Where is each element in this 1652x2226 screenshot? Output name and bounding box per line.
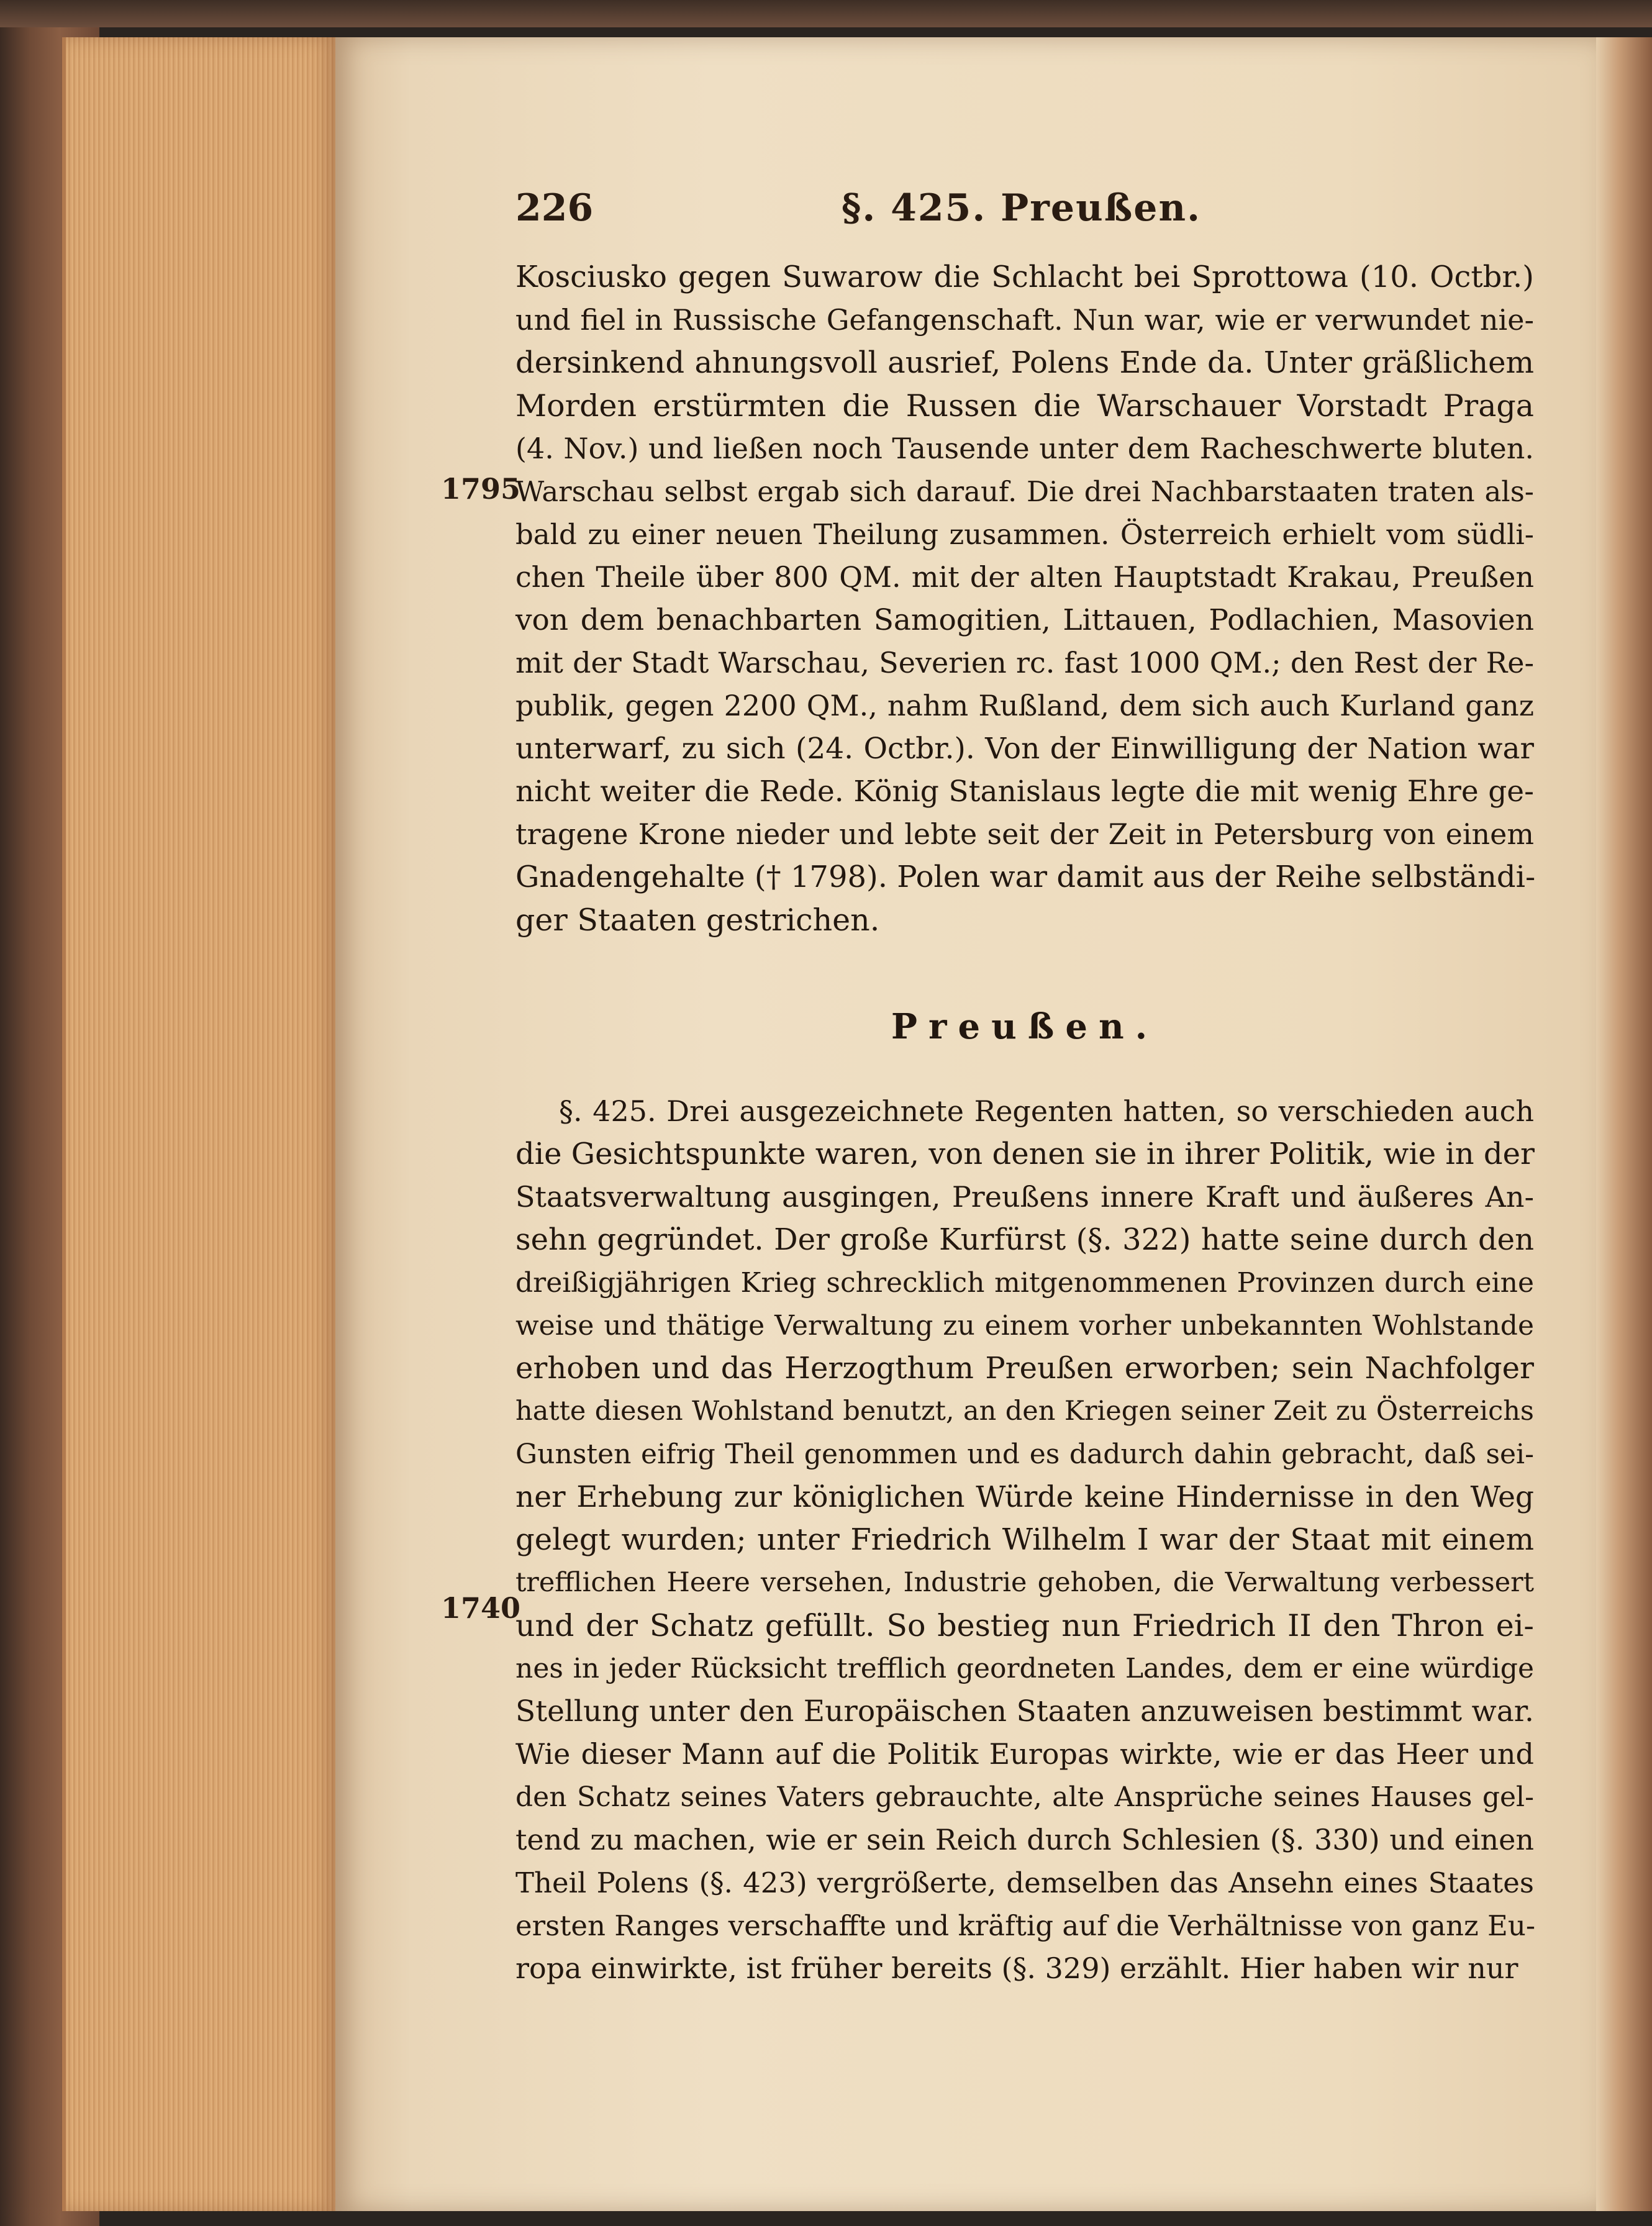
- text-line: weise und thätige Verwaltung zu einem vorher unbekannten Wohlstande: [515, 1310, 1534, 1342]
- text-line: und fiel in Russische Gefangenschaft. Nun war, wie er verwundet nie-: [515, 303, 1534, 337]
- section-heading: Preußen.: [891, 1006, 1159, 1047]
- paragraph-block-2: [515, 1090, 1534, 1990]
- text-line: die Gesichtspunkte waren, von denen sie in ihrer Politik, wie in der: [515, 1137, 1535, 1171]
- text-line: unterwarf, zu sich (24. Octbr.). Von der Einwilligung der Nation war: [515, 732, 1534, 766]
- facing-page-edge: [1596, 37, 1652, 2211]
- text-line: hatte diesen Wohlstand benutzt, an den Kriegen seiner Zeit zu Österreichs: [515, 1396, 1534, 1427]
- text-line: Warschau selbst ergab sich darauf. Die drei Nachbarstaaten traten als-: [515, 475, 1534, 508]
- text-line: den Schatz seines Vaters gebrauchte, alte Ansprüche seines Hauses gel-: [515, 1781, 1534, 1813]
- book-cover-top: [0, 0, 1652, 27]
- text-line: (4. Nov.) und ließen noch Tausende unter dem Racheschwerte bluten.: [515, 432, 1534, 465]
- text-line: §. 425. Drei ausgezeichnete Regenten hatten, so verschieden auch: [559, 1094, 1534, 1128]
- text-line: von dem benachbarten Samogitien, Littauen, Podlachien, Masovien: [515, 603, 1534, 637]
- text-line: ger Staaten gestrichen.: [515, 902, 880, 938]
- text-line: tragene Krone nieder und lebte seit der Zeit in Petersburg von einem: [515, 817, 1534, 851]
- text-line: ersten Ranges verschaffte und kräftig auf die Verhältnisse von ganz Eu-: [515, 1909, 1536, 1942]
- paragraph-block-1: [515, 256, 1534, 942]
- text-line: chen Theile über 800 QM. mit der alten Hauptstadt Krakau, Preußen: [515, 560, 1534, 594]
- text-line: Staatsverwaltung ausgingen, Preußens innere Kraft und äußeres An-: [515, 1180, 1534, 1214]
- text-line: dersinkend ahnungsvoll ausrief, Polens Ende da. Unter gräßlichem: [515, 345, 1534, 380]
- text-line: Gnadengehalte († 1798). Polen war damit aus der Reihe selbständi-: [515, 860, 1536, 894]
- text-line: publik, gegen 2200 QM., nahm Rußland, dem sich auch Kurland ganz: [515, 689, 1534, 722]
- text-line: Kosciusko gegen Suwarow die Schlacht bei Sprottowa (10. Octbr.): [515, 260, 1534, 294]
- text-line: Morden erstürmten die Russen die Warschauer Vorstadt Praga: [515, 388, 1534, 424]
- margin-year-1740: 1740: [441, 1591, 521, 1625]
- page-edges: [62, 37, 339, 2211]
- text-line: Gunsten eifrig Theil genommen und es dadurch dahin gebracht, daß sei-: [515, 1438, 1534, 1470]
- text-line: Stellung unter den Europäischen Staaten anzuweisen bestimmt war.: [515, 1694, 1534, 1729]
- text-line: ropa einwirkte, ist früher bereits (§. 329) erzählt. Hier haben wir nur: [515, 1951, 1518, 1985]
- text-line: gelegt wurden; unter Friedrich Wilhelm I war der Staat mit einem: [515, 1522, 1534, 1557]
- text-line: tend zu machen, wie er sein Reich durch Schlesien (§. 330) und einen: [515, 1823, 1534, 1856]
- page-number: 226: [515, 186, 594, 230]
- text-line: bald zu einer neuen Theilung zusammen. Österreich erhielt vom südli-: [515, 518, 1534, 551]
- text-line: sehn gegründet. Der große Kurfürst (§. 322) hatte seine durch den: [515, 1222, 1534, 1257]
- text-line: nes in jeder Rücksicht trefflich geordneten Landes, dem er eine würdige: [515, 1653, 1534, 1684]
- text-line: Theil Polens (§. 423) vergrößerte, demselben das Ansehn eines Staates: [515, 1866, 1534, 1899]
- text-line: Wie dieser Mann auf die Politik Europas wirkte, wie er das Heer und: [515, 1737, 1534, 1771]
- text-line: dreißigjährigen Krieg schrecklich mitgenommenen Provinzen durch eine: [515, 1267, 1534, 1299]
- margin-year-1795: 1795: [441, 472, 521, 506]
- text-line: ner Erhebung zur königlichen Würde keine Hindernisse in den Weg: [515, 1480, 1534, 1514]
- text-line: und der Schatz gefüllt. So bestieg nun Friedrich II den Thron ei-: [515, 1608, 1534, 1643]
- text-line: nicht weiter die Rede. König Stanislaus legte die mit wenig Ehre ge-: [515, 775, 1534, 809]
- running-head: §. 425. Preußen.: [842, 186, 1201, 230]
- page-header: [515, 186, 1534, 242]
- text-line: mit der Stadt Warschau, Severien rc. fast 1000 QM.; den Rest der Re-: [515, 646, 1534, 679]
- text-line: trefflichen Heere versehen, Industrie gehoben, die Verwaltung verbessert: [515, 1567, 1534, 1598]
- text-line: erhoben und das Herzogthum Preußen erworben; sein Nachfolger: [515, 1351, 1534, 1386]
